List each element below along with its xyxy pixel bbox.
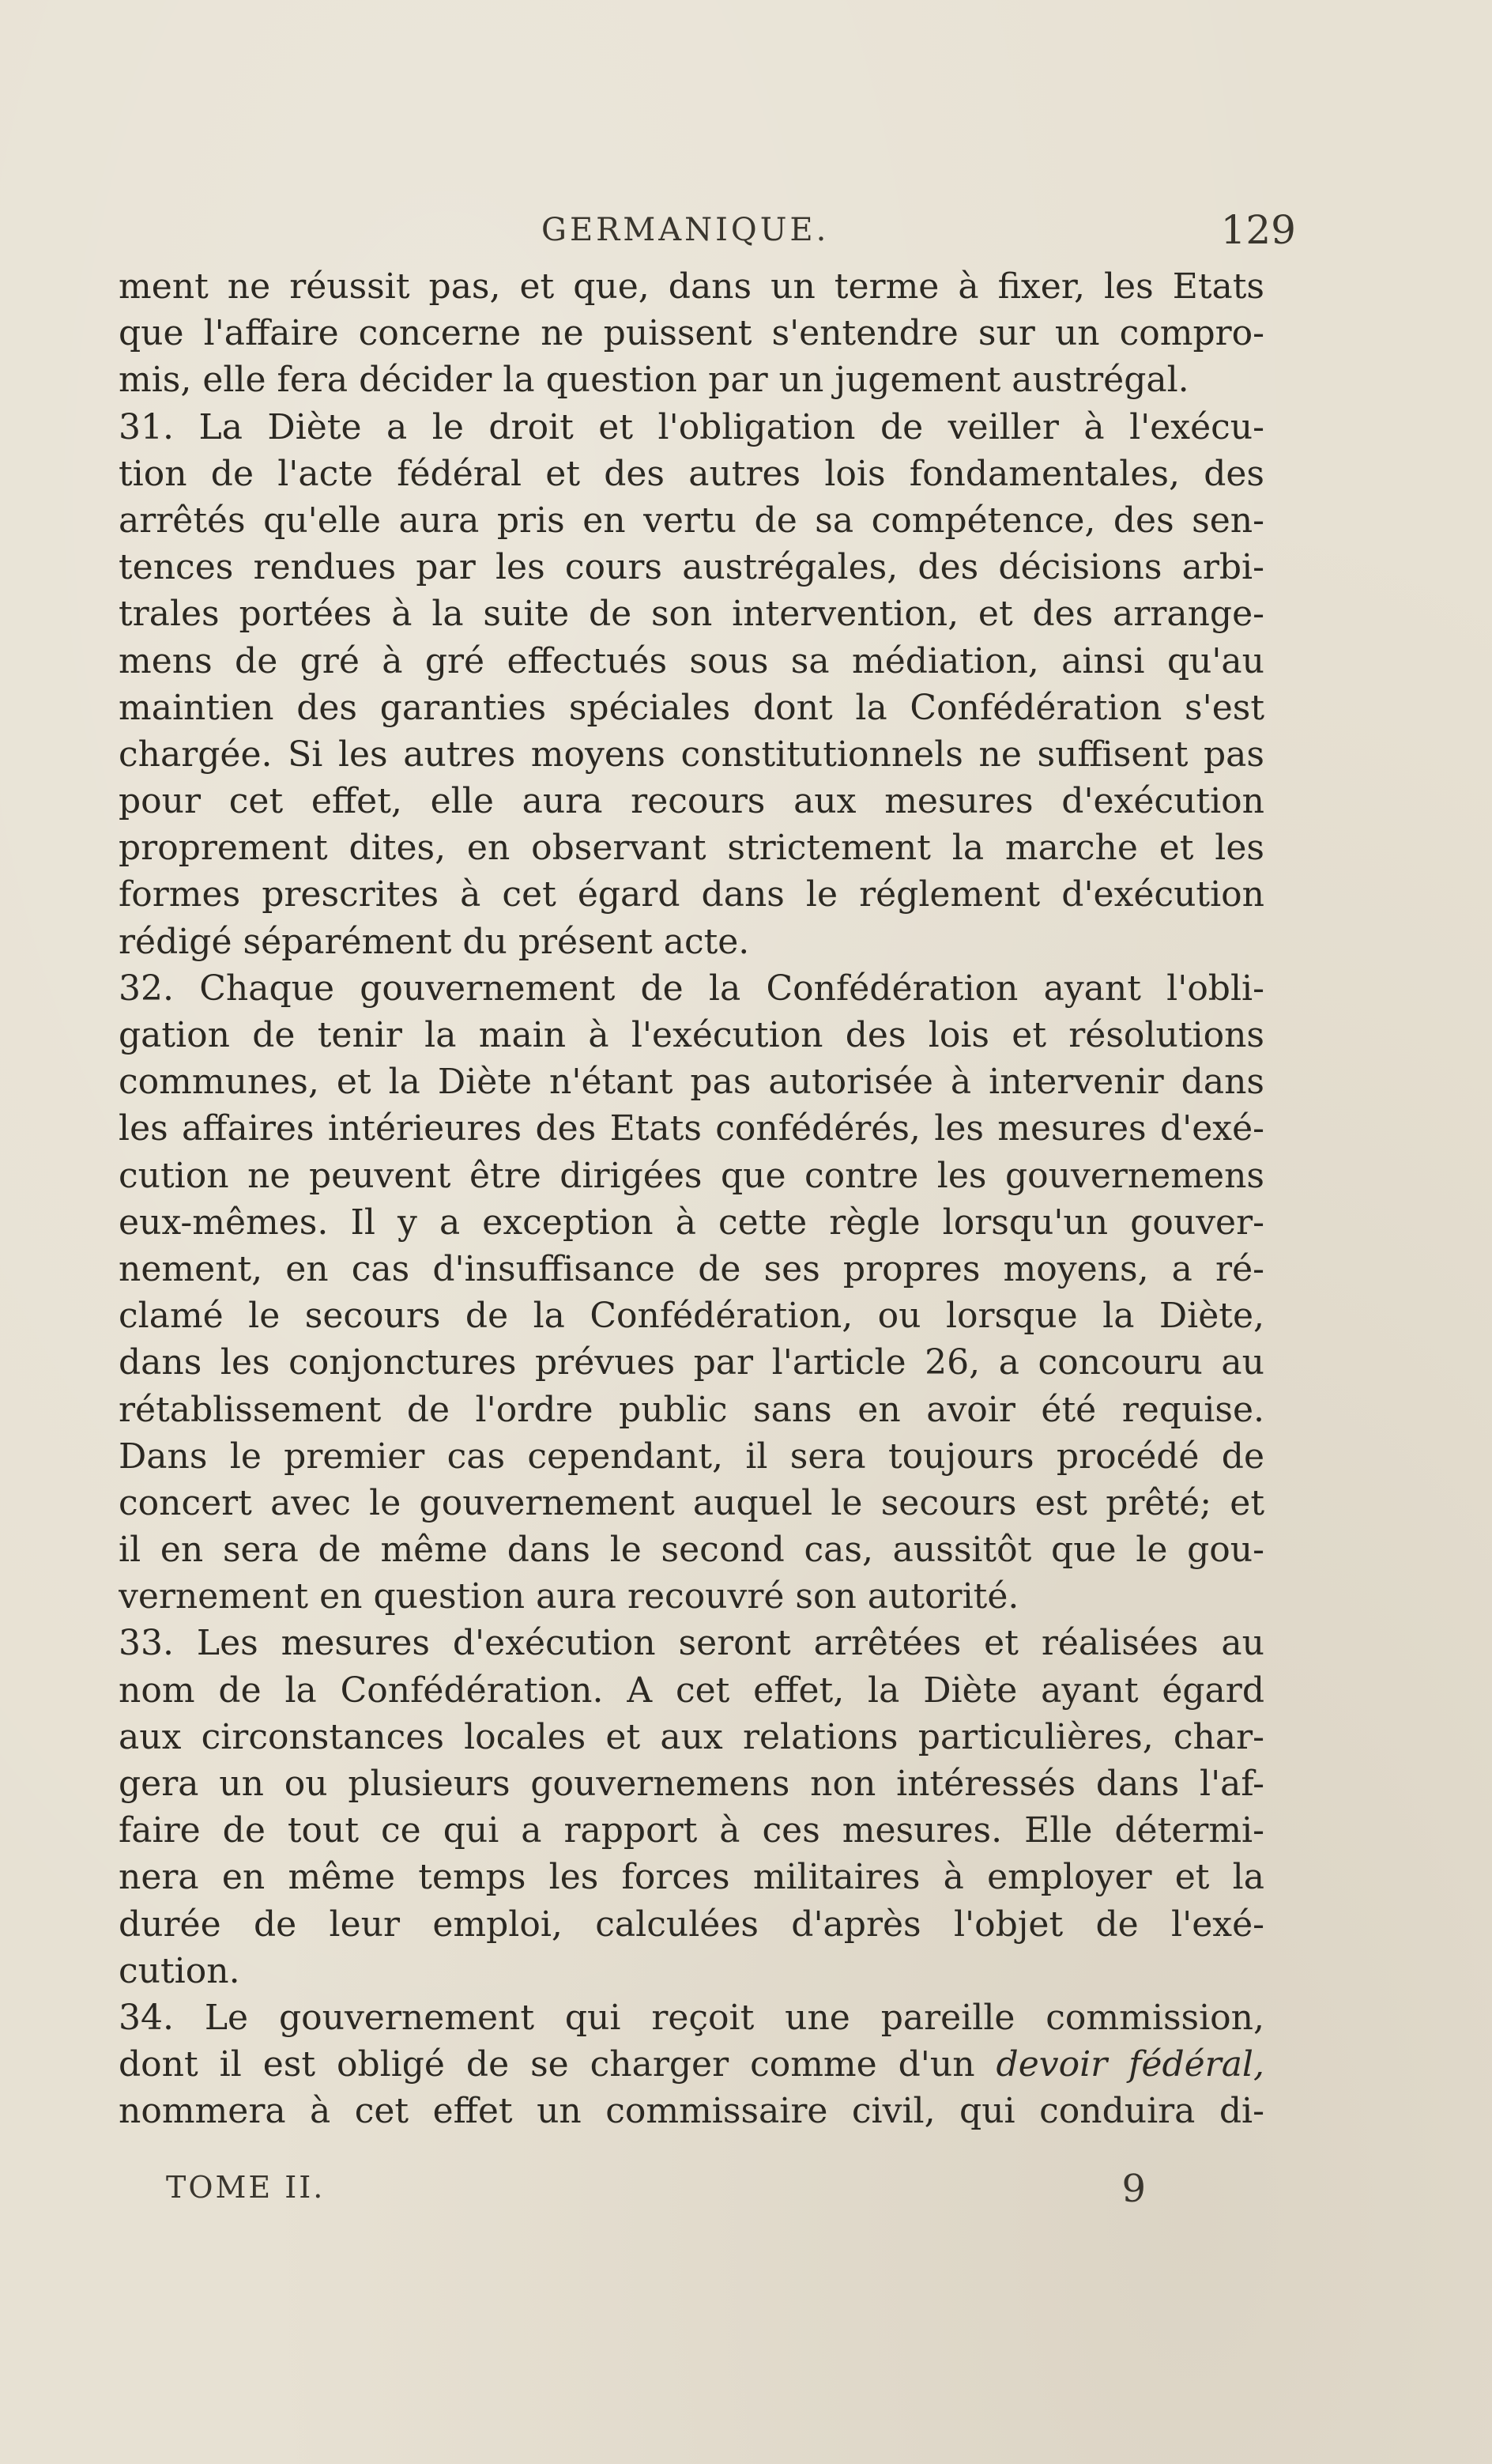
text-line: tences rendues par les cours austrégales, des décisions arbi- xyxy=(119,547,1264,588)
text-line: les affaires intérieures des Etats confédérés, les mesures d'exé- xyxy=(119,1108,1264,1149)
page-footer xyxy=(166,2167,1146,2217)
running-head xyxy=(119,207,1296,259)
text-line: chargée. Si les autres moyens constitutionnels ne suffisent pas xyxy=(119,734,1264,775)
body-text xyxy=(119,263,1264,2135)
text-line: mis, elle fera décider la question par un jugement austrégal. xyxy=(119,360,1189,401)
text-line: vernement en question aura recouvré son autorité. xyxy=(119,1576,1019,1617)
italic-phrase: devoir fédéral, xyxy=(996,2044,1264,2085)
text-segment: dont il est obligé de se charger comme d'un xyxy=(119,2044,997,2085)
running-title: GERMANIQUE. xyxy=(541,212,830,248)
text-line: aux circonstances locales et aux relations particulières, char- xyxy=(119,1716,1264,1757)
text-line: ment ne réussit pas, et que, dans un terme à fixer, les Etats xyxy=(119,266,1264,307)
volume-signature: TOME II. xyxy=(166,2170,326,2205)
text-line: concert avec le gouvernement auquel le secours est prêté; et xyxy=(119,1482,1264,1523)
text-line-with-italic xyxy=(119,2041,1264,2088)
text-line: faire de tout ce qui a rapport à ces mesures. Elle détermi- xyxy=(119,1810,1264,1851)
text-line: cution ne peuvent être dirigées que contre les gouvernemens xyxy=(119,1155,1264,1196)
text-line: dans les conjonctures prévues par l'article 26, a concouru au xyxy=(119,1342,1264,1383)
text-line: gation de tenir la main à l'exécution des lois et résolutions xyxy=(119,1015,1264,1055)
article-34-start: 34. Le gouvernement qui reçoit une pareille commission, xyxy=(119,1997,1264,2038)
text-line: trales portées à la suite de son intervention, et des arrange- xyxy=(119,594,1264,635)
signature-number: 9 xyxy=(1121,2167,1146,2211)
text-line: il en sera de même dans le second cas, aussitôt que le gou- xyxy=(119,1530,1264,1571)
article-33-start: 33. Les mesures d'exécution seront arrêtées et réalisées au xyxy=(119,1623,1264,1664)
text-line: rédigé séparément du présent acte. xyxy=(119,921,750,962)
text-line: arrêtés qu'elle aura pris en vertu de sa compétence, des sen- xyxy=(119,500,1264,541)
text-line: nom de la Confédération. A cet effet, la Diète ayant égard xyxy=(119,1670,1264,1711)
text-line: pour cet effet, elle aura recours aux mesures d'exécution xyxy=(119,781,1264,822)
article-31-start: 31. La Diète a le droit et l'obligation de veiller à l'exécu- xyxy=(119,406,1264,447)
text-line: nement, en cas d'insuffisance de ses propres moyens, a ré- xyxy=(119,1248,1264,1289)
text-line: communes, et la Diète n'étant pas autorisée à intervenir dans xyxy=(119,1062,1264,1103)
text-line: eux-mêmes. Il y a exception à cette règle lorsqu'un gouver- xyxy=(119,1202,1264,1243)
text-line: rétablissement de l'ordre public sans en avoir été requise. xyxy=(119,1389,1264,1430)
text-line: gera un ou plusieurs gouvernemens non intéressés dans l'af- xyxy=(119,1764,1264,1804)
text-line: mens de gré à gré effectués sous sa médiation, ainsi qu'au xyxy=(119,640,1264,681)
text-line: clamé le secours de la Confédération, ou lorsque la Diète, xyxy=(119,1296,1264,1337)
article-32-start: 32. Chaque gouvernement de la Confédération ayant l'obli- xyxy=(119,968,1264,1009)
text-line: tion de l'acte fédéral et des autres lois fondamentales, des xyxy=(119,453,1264,494)
text-line: maintien des garanties spéciales dont la Confédération s'est xyxy=(119,687,1264,728)
text-line: proprement dites, en observant strictement la marche et les xyxy=(119,828,1264,869)
text-line: que l'affaire concerne ne puissent s'entendre sur un compro- xyxy=(119,313,1264,354)
text-line: Dans le premier cas cependant, il sera toujours procédé de xyxy=(119,1436,1264,1477)
page-number: 129 xyxy=(1220,207,1296,253)
text-line: nera en même temps les forces militaires à employer et la xyxy=(119,1857,1264,1898)
text-line: cution. xyxy=(119,1950,240,1991)
text-line: durée de leur emploi, calculées d'après l'objet de l'exé- xyxy=(119,1904,1264,1945)
text-line: formes prescrites à cet égard dans le réglement d'exécution xyxy=(119,874,1264,915)
text-line: nommera à cet effet un commissaire civil, qui conduira di- xyxy=(119,2091,1264,2132)
